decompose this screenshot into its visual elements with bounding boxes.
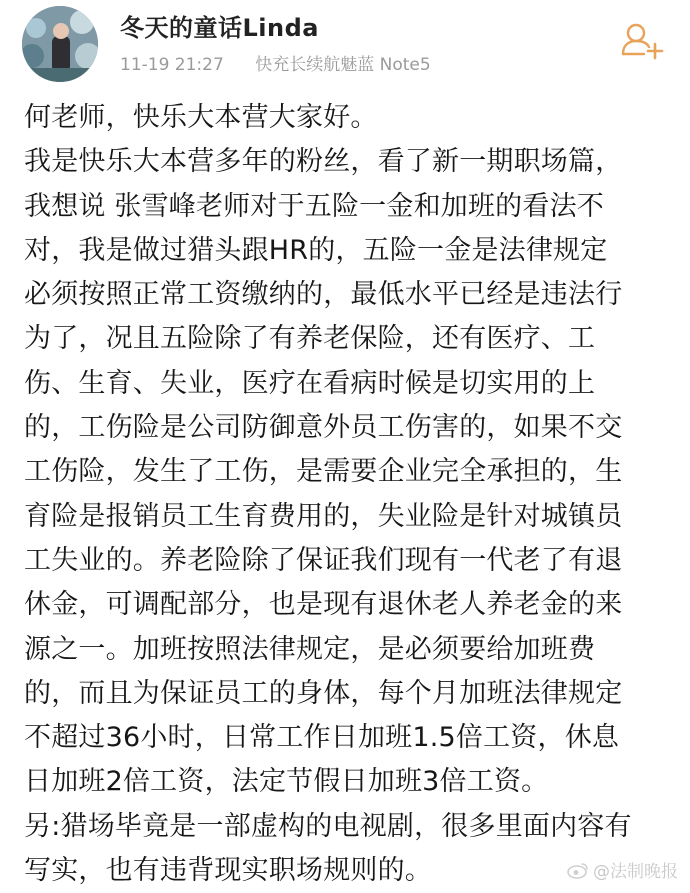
post-text-line: 何老师，快乐大本营大家好。 (24, 102, 378, 133)
username[interactable]: 冬天的童话Linda (120, 14, 319, 42)
post-text-line: 对，我是做过猎头跟HR的，五险一金是法律规定 (24, 234, 608, 266)
post-text-line: 我想说 张雪峰老师对于五险一金和加班的看法不 (24, 190, 604, 222)
post-text-line: 的，而且为保证员工的身体，每个月加班法律规定 (24, 677, 623, 709)
post-body (24, 96, 674, 893)
post-text-line: 我是快乐大本营多年的粉丝，看了新一期职场篇， (24, 146, 623, 178)
post-text-line: 必须按照正常工资缴纳的，最低水平已经是违法行 (24, 279, 623, 311)
post-text-line: 的，工伤险是公司防御意外员工伤害的，如果不交 (24, 412, 623, 444)
post-text-line: 休金，可调配部分，也是现有退休老人养老金的来 (24, 589, 623, 621)
post-text-line: 工伤险，发生了工伤，是需要企业完全承担的，生 (24, 456, 623, 488)
watermark (567, 857, 678, 882)
post-text-line: 另:猎场毕竟是一部虚构的电视剧，很多里面内容有 (24, 810, 632, 842)
post-text-line: 育险是报销员工生育费用的，失业险是针对城镇员 (24, 500, 623, 532)
post-text-line: 伤、生育、失业，医疗在看病时候是切实用的上 (24, 367, 596, 399)
post-text-line: 不超过36小时，日常工作日加班1.5倍工资，休息 (24, 722, 620, 754)
post-text-line: 日加班2倍工资，法定节假日加班3倍工资。 (24, 766, 549, 798)
avatar-image (22, 6, 98, 82)
avatar[interactable] (22, 6, 98, 82)
add-follow-icon[interactable] (620, 20, 666, 60)
post-header (0, 0, 690, 92)
post-text-line: 为了，况且五险除了有养老保险，还有医疗、工 (24, 323, 596, 355)
post-device: 快充长续航魅蓝 Note5 (255, 55, 431, 75)
post-meta (120, 50, 431, 75)
weibo-logo-icon (567, 861, 589, 879)
watermark-text: @法制晚报 (593, 862, 678, 882)
post-text-line: 源之一。加班按照法律规定，是必须要给加班费 (24, 633, 596, 665)
post-timestamp: 11-19 21:27 (120, 55, 224, 75)
post-text-line: 写实，也有违背现实职场规则的。 (24, 855, 432, 887)
post-text-line: 工失业的。养老险除了保证我们现有一代老了有退 (24, 544, 623, 576)
